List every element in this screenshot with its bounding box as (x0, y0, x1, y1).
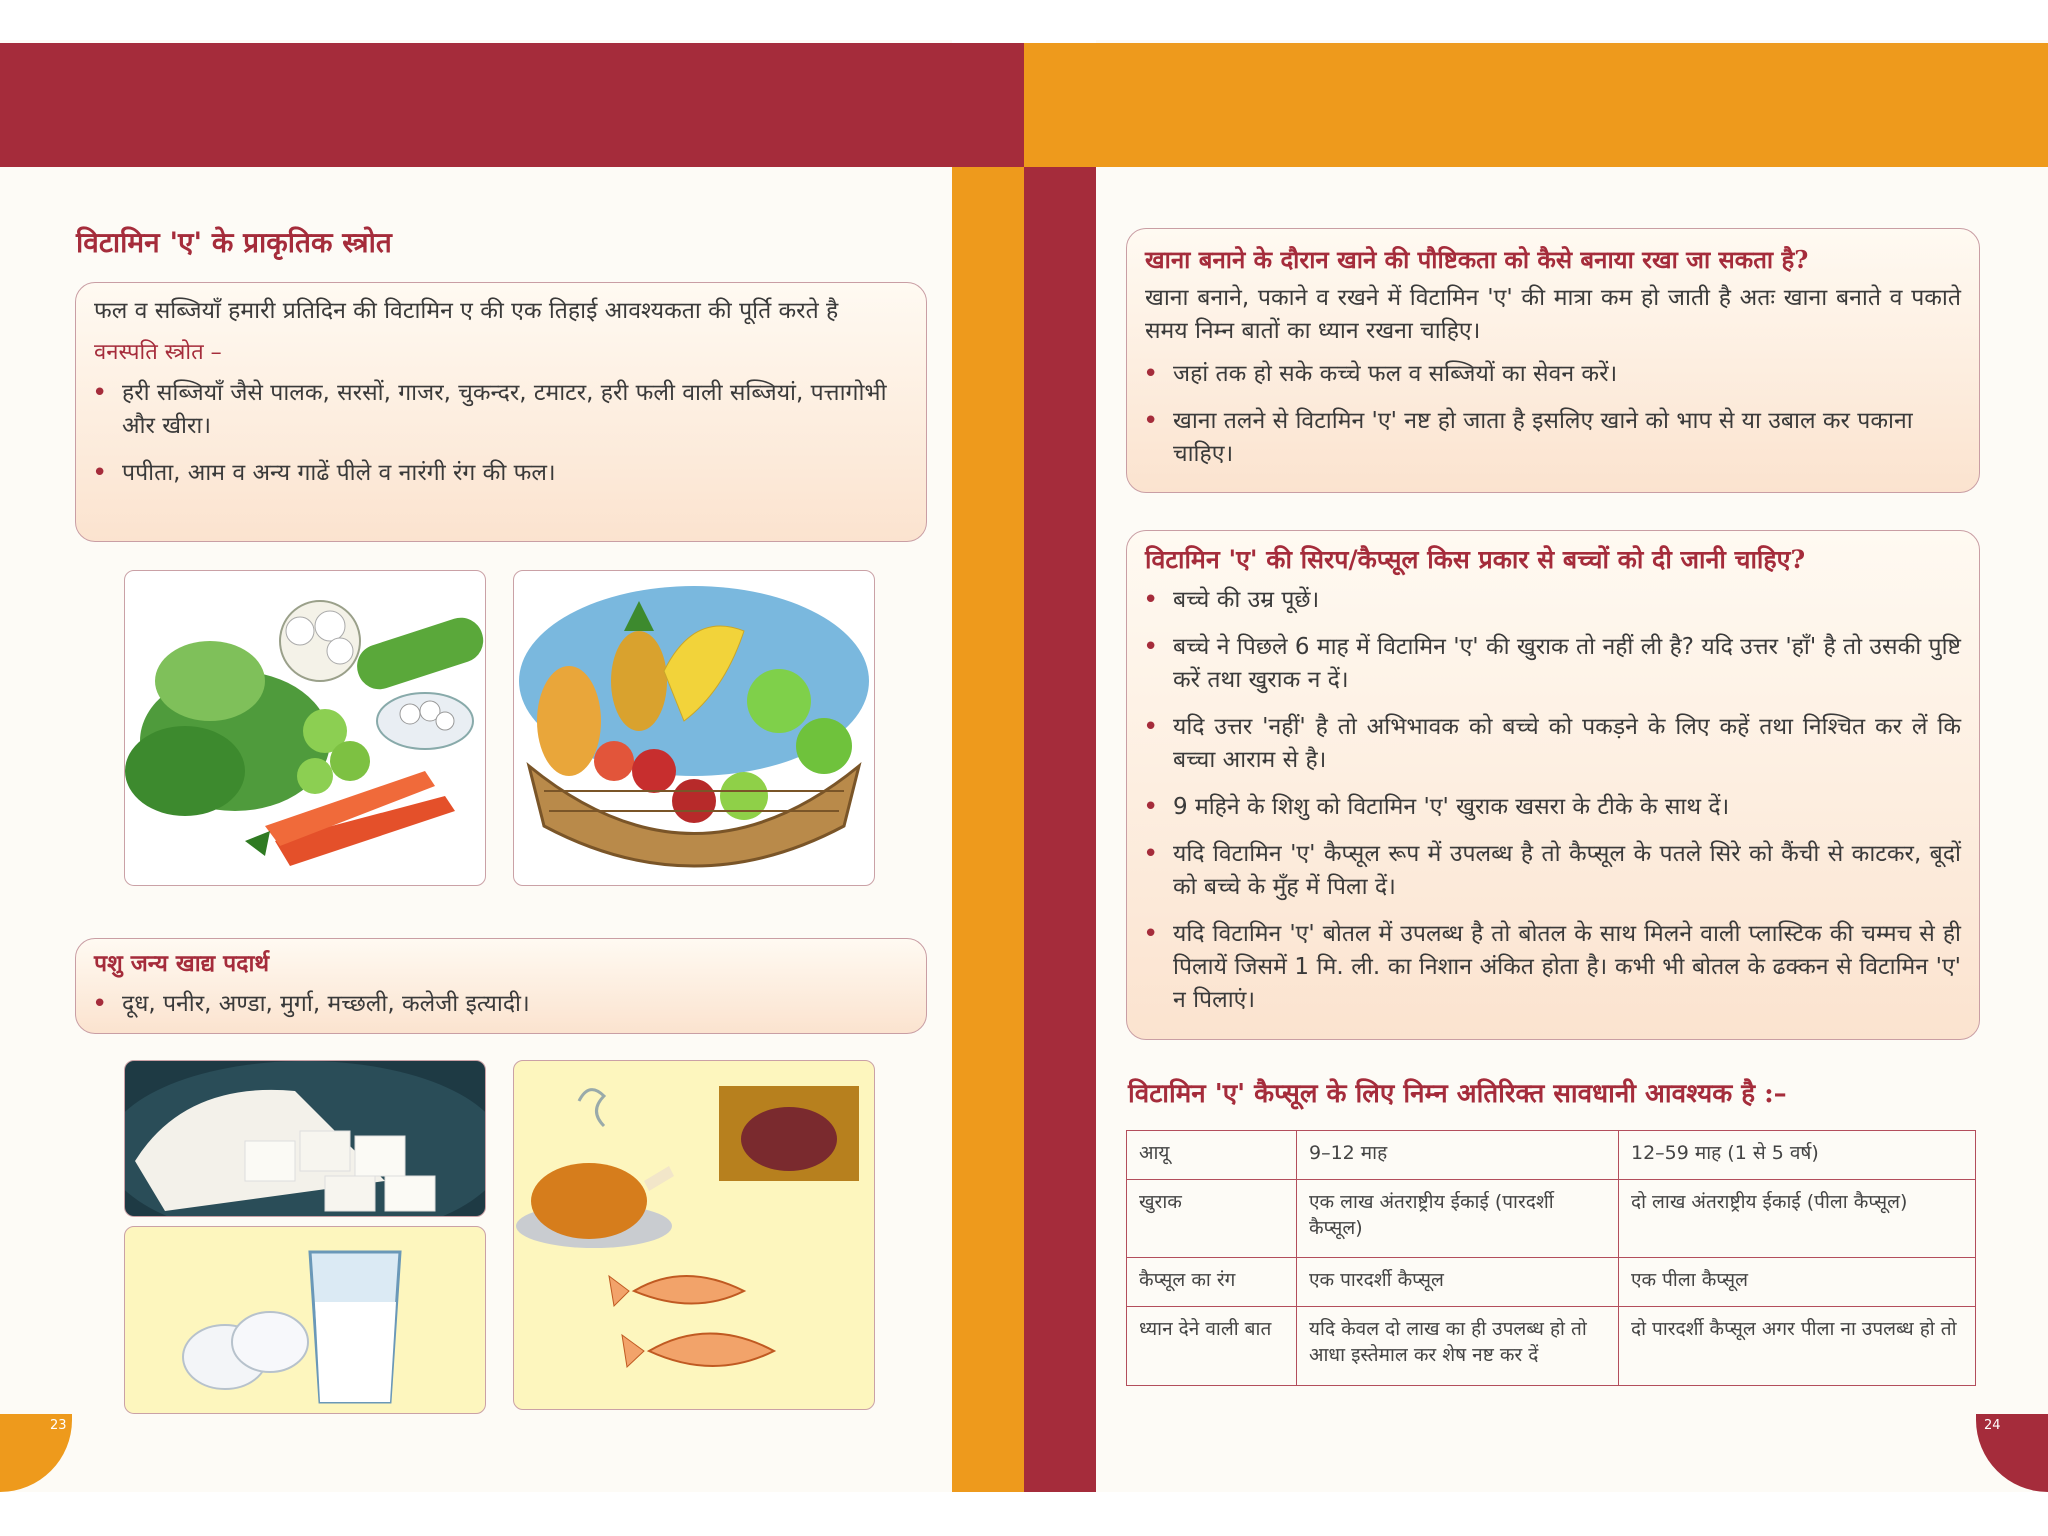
plant-list (76, 377, 906, 490)
table-cell: 12–59 माह (1 से 5 वर्ष) (1619, 1131, 1976, 1180)
header-band-right (1024, 43, 2048, 167)
list-item: • दूध, पनीर, अण्डा, मुर्गा, मच्छली, कलेजी इत्यादी। (76, 987, 908, 1021)
table-cell: खुराक (1127, 1179, 1297, 1258)
table-cell: आयू (1127, 1131, 1297, 1180)
eggs-milk-illustration (124, 1226, 486, 1414)
table-heading: विटामिन 'ए' कैप्सूल के लिए निम्न अतिरिक्त सावधानी आवश्यक है :– (1128, 1079, 1787, 1109)
page-number-right: 24 (1984, 1418, 2001, 1433)
animal-list (76, 987, 908, 1021)
chicken-liver-fish-illustration (513, 1060, 875, 1410)
vegetables-illustration (124, 570, 486, 886)
table-row (1127, 1131, 1976, 1180)
animal-heading: पशु जन्य खाद्य पदार्थ (94, 950, 270, 977)
table-cell: दो पारदर्शी कैप्सूल अगर पीला ना उपलब्ध हो तो (1619, 1307, 1976, 1386)
header-band-left (0, 43, 1024, 167)
table-cell: एक पारदर्शी कैप्सूल (1297, 1258, 1619, 1307)
syrup-capsule-box (1126, 530, 1980, 1040)
list-item: • पपीता, आम व अन्य गाढें पीले व नारंगी रंग की फल। (76, 457, 906, 490)
table-row (1127, 1258, 1976, 1307)
capsule-table (1126, 1130, 1976, 1386)
nutrition-heading: खाना बनाने के दौरान खाने की पौष्टिकता को कैसे बनाया रखा जा सकता है? (1145, 245, 1809, 274)
nutrition-box (1126, 228, 1980, 493)
nutrition-intro: खाना बनाने, पकाने व रखने में विटामिन 'ए' की मात्रा कम हो जाती है अतः खाना बनाते व पकाते समय निम्न बातों का ध्यान रखना चाहिए। (1145, 285, 1961, 344)
plant-intro: फल व सब्जियाँ हमारी प्रतिदिन की विटामिन ए की एक तिहाई आवश्यकता की पूर्ति करते है (94, 298, 839, 324)
spine-orange (952, 167, 1024, 1492)
page-number-left: 23 (50, 1418, 67, 1433)
list-item: • बच्चे ने पिछले 6 माह में विटामिन 'ए' की खुराक तो नहीं ली है? यदि उत्तर 'हाँ' है तो उसकी पुष्टि करें तथा खुराक न दें। (1127, 631, 1961, 697)
list-item: • यदि उत्तर 'नहीं' है तो अभिभावक को बच्चे को पकड़ने के लिए कहें तथा निश्चित कर लें कि बच्चा आराम से है। (1127, 711, 1961, 777)
list-item: • हरी सब्जियाँ जैसे पालक, सरसों, गाजर, चुकन्दर, टमाटर, हरी फली वाली सब्जियां, पत्तागोभी और खीरा। (76, 377, 892, 443)
plant-sources-box (75, 282, 927, 542)
paneer-photo (124, 1060, 486, 1217)
list-item: • बच्चे की उम्र पूछें। (1127, 584, 1961, 617)
table-row (1127, 1179, 1976, 1258)
table-cell: 9–12 माह (1297, 1131, 1619, 1180)
left-heading: विटामिन 'ए' के प्राकृतिक स्त्रोत (76, 226, 392, 259)
list-item: • यदि विटामिन 'ए' कैप्सूल रूप में उपलब्ध है तो कैप्सूल के पतले सिरे को कैंची से काटकर, बूदों को बच्चे के मुँह में पिला दें। (1127, 838, 1961, 904)
list-item: • यदि विटामिन 'ए' बोतल में उपलब्ध है तो बोतल के साथ मिलने वाली प्लास्टिक की चम्मच से ही पिलायें जिसमें 1 मि. ली. का निशान अंकित होता है। कभी भी बोतल के ढक्कन से विटामिन 'ए' न पिलाएं। (1127, 918, 1961, 1017)
syrup-heading: विटामिन 'ए' की सिरप/कैप्सूल किस प्रकार से बच्चों को दी जानी चाहिए? (1145, 545, 1806, 574)
table-cell: ध्यान देने वाली बात (1127, 1307, 1297, 1386)
nutrition-list (1127, 358, 1961, 471)
plant-subheading: वनस्पति स्त्रोत – (94, 340, 222, 365)
table-row (1127, 1307, 1976, 1386)
list-item: • 9 महिने के शिशु को विटामिन 'ए' खुराक खसरा के टीके के साथ दें। (1127, 791, 1961, 824)
fruit-basket-illustration (513, 570, 875, 886)
syrup-list (1127, 584, 1961, 1017)
list-item: • जहां तक हो सके कच्चे फल व सब्जियों का सेवन करें। (1127, 358, 1961, 391)
table-cell: एक लाख अंतराष्ट्रीय ईकाई (पारदर्शी कैप्सूल) (1297, 1179, 1619, 1258)
list-item: • खाना तलने से विटामिन 'ए' नष्ट हो जाता है इसलिए खाने को भाप से या उबाल कर पकाना चाहिए। (1127, 405, 1953, 471)
animal-sources-box (75, 938, 927, 1034)
table-cell: यदि केवल दो लाख का ही उपलब्ध हो तो आधा इस्तेमाल कर शेष नष्ट कर दें (1297, 1307, 1619, 1386)
table-cell: कैप्सूल का रंग (1127, 1258, 1297, 1307)
table-cell: दो लाख अंतराष्ट्रीय ईकाई (पीला कैप्सूल) (1619, 1179, 1976, 1258)
table-cell: एक पीला कैप्सूल (1619, 1258, 1976, 1307)
spine-red (1024, 167, 1096, 1492)
